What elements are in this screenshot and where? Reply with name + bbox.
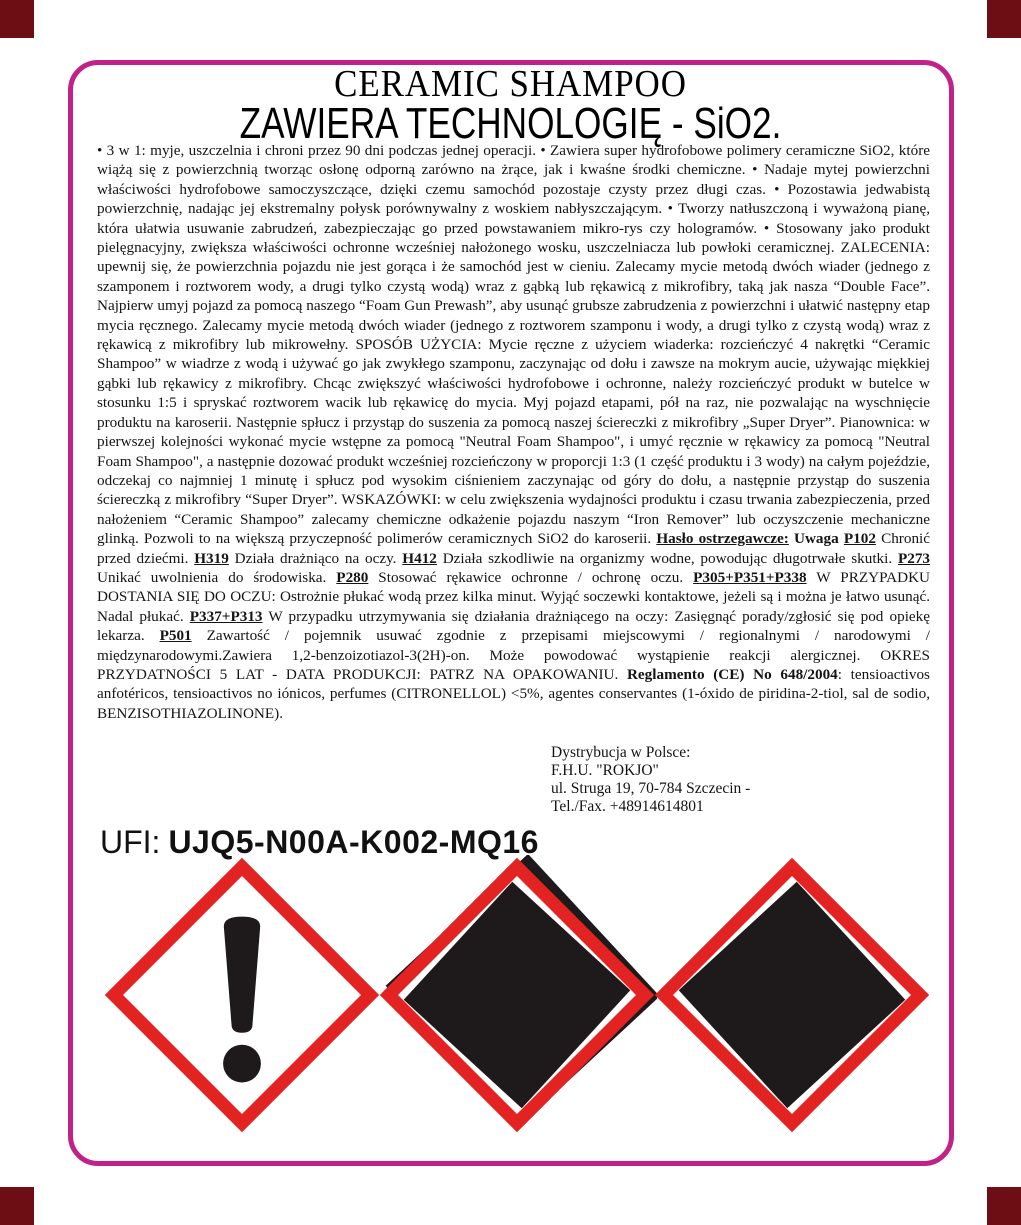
- ufi-code: UJQ5-N00A-K002-MQ16: [168, 824, 539, 860]
- corner-mark-top-left: [0, 0, 34, 38]
- blacked-out-pictogram-icon: [652, 855, 932, 1135]
- distributor-line: Dystrybucja w Polsce:: [551, 744, 691, 761]
- distributor-line: Tel./Fax. +48914614801: [551, 798, 704, 815]
- blacked-out-pictogram-icon: [377, 855, 657, 1135]
- corner-mark-top-right: [987, 0, 1021, 38]
- product-title: CERAMIC SHAMPOO: [334, 63, 687, 105]
- distributor-line: F.H.U. "ROKJO": [551, 762, 659, 779]
- ghs07-exclamation-icon: [102, 855, 382, 1135]
- corner-mark-bottom-right: [987, 1187, 1021, 1225]
- label-body-text: • 3 w 1: myje, uszczelnia i chroni przez 90 dni podczas jednej operacji. • Zawiera super hydrofobowe polimery ceramiczne SiO2, które wiążą się z powierzchnią tworząc osłonę odporną zarówno na żrące, jak i kwaśne środki chemiczne. • Nadaje mytej powierzchni właściwości hydrofobowe samoczyszczące, dzięki czemu samochód pozostaje czysty przez długi czas. • Pozostawia jedwabistą powierzchnię, nadając jej ekstremalny połysk porównywalny z woskiem nabłyszczającym. • Tworzy natłuszczoną i wyważoną pianę, która ułatwia usuwanie zabrudzeń, zabezpieczając go przed powstawaniem mikro-rys czy hologramów. • Stosowany jako produkt pielęgnacyjny, zwiększa właściwości ochronne wcześniej nałożonego wosku, uszczelniacza lub powłoki ceramicznej. ZALECENIA: upewnij się, że powierzchnia pojazdu nie jest gorąca i że samochód jest w cieniu. Zalecamy mycie metodą dwóch wiader (jednego z szamponem i roztworem wody, a drugi tylko czystą wodą) wraz z gąbką lub rękawicą z mikrofibry, taką jak nasza “Double Face”. Najpierw umyj pojazd za pomocą naszego “Foam Gun Prewash”, aby usunąć grubsze zabrudzenia z powierzchni i ułatwić następny etap mycia ręcznego. Zalecamy mycie metodą dwóch wiader (jednego z roztworem szamponu i wody, a drugi tylko z czystą wodą) wraz z rękawicą z mikrofibry lub mikrowełny. SPOSÓB UŻYCIA: Mycie ręczne z użyciem wiaderka: rozcieńczyć 4 nakrętki “Ceramic Shampoo” w wiadrze z wodą i używać go jak zwykłego szamponu, zaczynając od dołu i zawsze na mokrym aucie, używając miękkiej gąbki lub rękawicy z mikrofibry. Chcąc zwiększyć właściwości hydrofobowe i ochronne, należy rozcieńczyć produkt w butelce w stosunku 1:5 i spryskać roztworem wacik lub rękawicę do mycia. Myj pojazd etapami, pół na raz, nie pozwalając na wyschnięcie produktu na karoserii. Następnie spłucz i przystąp do suszenia za pomocą naszej ściereczki z mikrofibry „Super Dryer”. Pianownica: w pierwszej kolejności wykonać mycie wstępne za pomocą "Neutral Foam Shampoo", i umyć ręcznie w rękawicy za pomocą "Neutral Foam Shampoo", a następnie dozować produkt wcześniej rozcieńczony w proporcji 1:3 (1 część produktu i 3 wody) na całym pojeździe, odczekaj co najmniej 1 minutę i spłucz pod wysokim ciśnieniem zaczynając od góry do dołu, a następnie przystąp do suszenia ściereczką z mikrofibry “Super Dryer”. WSKAZÓWKI: w celu zwiększenia wydajności produktu i czasu trwania zabezpieczenia, przed nałożeniem “Ceramic Shampoo” zalecamy chemiczne odkażenie pojazdu naszym “Iron Remover” lub oczyszczenie mechaniczne glinką. Pozwoli to na większą przyczepność polimerów ceramicznych SiO2 do karoserii. Hasło ostrzegawcze: Uwaga P102 Chronić przed dziećmi. H319 Działa drażniąco na oczy. H412 Działa szkodliwie na organizmy wodne, powodując długotrwałe skutki. P273 Unikać uwolnienia do środowiska. P280 Stosować rękawice ochronne / ochronę oczu. P305+P351+P338 W PRZYPADKU DOSTANIA SIĘ DO OCZU: Ostrożnie płukać wodą przez kilka minut. Wyjąć soczewki kontaktowe, jeżeli są i można je łatwo usunąć. Nadal płukać. P337+P313 W przypadku utrzymywania się działania drażniącego na oczy: Zasięgnąć porady/zgłosić się pod opiekę lekarza. P501 Zawartość / pojemnik usuwać zgodnie z przepisami miejscowymi / regionalnymi / narodowymi / międzynarodowymi.Zawiera 1,2-benzoizotiazol-3(2H)-on. Może powodować wystąpienie reakcji alergicznej. OKRES PRZYDATNOŚCI 5 LAT - DATA PRODUKCJI: PATRZ NA OPAKOWANIU. Reglamento (CE) No 648/2004: tensioactivos anfotéricos, tensioactivos no iónicos, perfumes (CITRONELLOL) <5%, agentes conservantes (1-óxido de piridina-2-tiol, sal de sodio, BENZISOTHIAZOLINONE).: [97, 142, 931, 722]
- ufi-label: UFI:: [100, 824, 161, 860]
- distributor-block: [551, 744, 750, 816]
- product-subtitle: ZAWIERA TECHNOLOGIĘ - SiO2.: [239, 99, 782, 148]
- corner-mark-bottom-left: [0, 1187, 34, 1225]
- distributor-line: ul. Struga 19, 70-784 Szczecin -: [551, 780, 751, 797]
